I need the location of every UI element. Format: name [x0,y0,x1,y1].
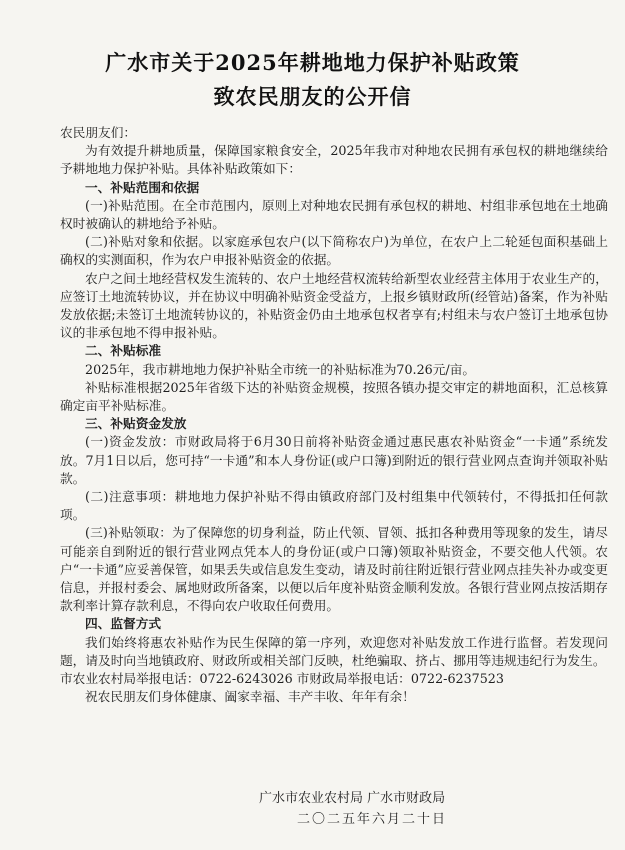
paragraph: (二)注意事项：耕地地力保护补贴不得由镇政府部门及村组集中代领转付，不得抵扣任何款项。 [60,489,608,523]
paragraph-list [60,142,608,706]
salutation: 农民朋友们： [60,125,137,140]
paragraph: 为有效提升耕地质量，保障国家粮食安全，2025年我市对种地农民拥有承包权的耕地继续给予耕地地力保护补贴。具体补贴政策如下： [60,143,608,177]
signature-date: 二〇二五年六月二十日 [297,812,448,827]
section-heading: 一、补贴范围和依据 [85,179,200,195]
paragraph: (三)补贴领取：为了保障您的切身利益，防止代领、冒领、抵扣各种费用等现象的发生，请尽可能亲自到附近的银行营业网点凭本人的身份证(或户口簿)领取补贴资金，不要交他人代领。农户“一卡通”应妥善保管，如果丢失或信息发生变动，请及时前往附近银行营业网点挂失补办或变更信息，并报村委会、属地财政所备案，以便以后年度补贴资金顺利发放。各银行营业网点按活期存款利率计算存款利息，不得向农户收取任何费用。 [60,525,608,614]
paragraph: 农户之间土地经营权发生流转的、农户土地经营权流转给新型农业经营主体用于农业生产的，应签订土地流转协议，并在协议中明确补贴资金受益方，上报乡镇财政所(经管站)备案，作为补贴发放依据;未签订土地流转协议的，补贴资金仍由土地承包权者享有;村组未与农户签订土地承包协议的非承包地不得申报补贴。 [60,270,608,341]
paragraph: (二)补贴对象和依据。以家庭承包农户(以下简称农户)为单位，在农户上二轮延包面积基础上确权的实测面积，作为农户申报补贴资金的依据。 [60,234,608,268]
paragraph: 市农业农村局举报电话：0722-6243026 市财政局举报电话：0722-6237523 [60,671,504,687]
letter-title-line2: 致农民朋友的公开信 [213,84,412,109]
paragraph: 祝农民朋友们身体健康、阖家幸福、丰产丰收、年年有余！ [85,689,415,705]
paragraph: (一)补贴范围。在全市范围内，原则上对种地农民拥有承包权的耕地、村组非承包地在土地确权时被确认的耕地给予补贴。 [60,197,608,232]
section-heading: 二、补贴标准 [85,343,162,359]
paragraph: (一)资金发放：市财政局将于6月30日前将补贴资金通过惠民惠农补贴资金“一卡通”系统发放。7月1日以后，您可持“一卡通”和本人身份证(或户口簿)到附近的银行营业网点查询并领取补贴款。 [60,434,608,486]
section-heading: 四、监督方式 [85,616,162,632]
paragraph: 2025年，我市耕地地力保护补贴全市统一的补贴标准为70.26元/亩。 [85,361,476,377]
signature-orgs: 广水市农业农村局 广水市财政局 [259,791,446,806]
letter-title-line1: 广水市关于2025年耕地地力保护补贴政策 [105,50,520,75]
paragraph: 我们始终将惠农补贴作为民生保障的第一序列，欢迎您对补贴发放工作进行监督。若发现问题，请及时向当地镇政府、财政所或相关部门反映，杜绝骗取、挤占、挪用等违规违纪行为发生。 [60,634,608,668]
paragraph: 补贴标准根据2025年省级下达的补贴资金规模，按照各镇办提交审定的耕地面积，汇总核算确定亩平补贴标准。 [60,379,608,414]
letter-body [60,124,608,707]
section-heading: 三、补贴资金发放 [85,416,187,432]
